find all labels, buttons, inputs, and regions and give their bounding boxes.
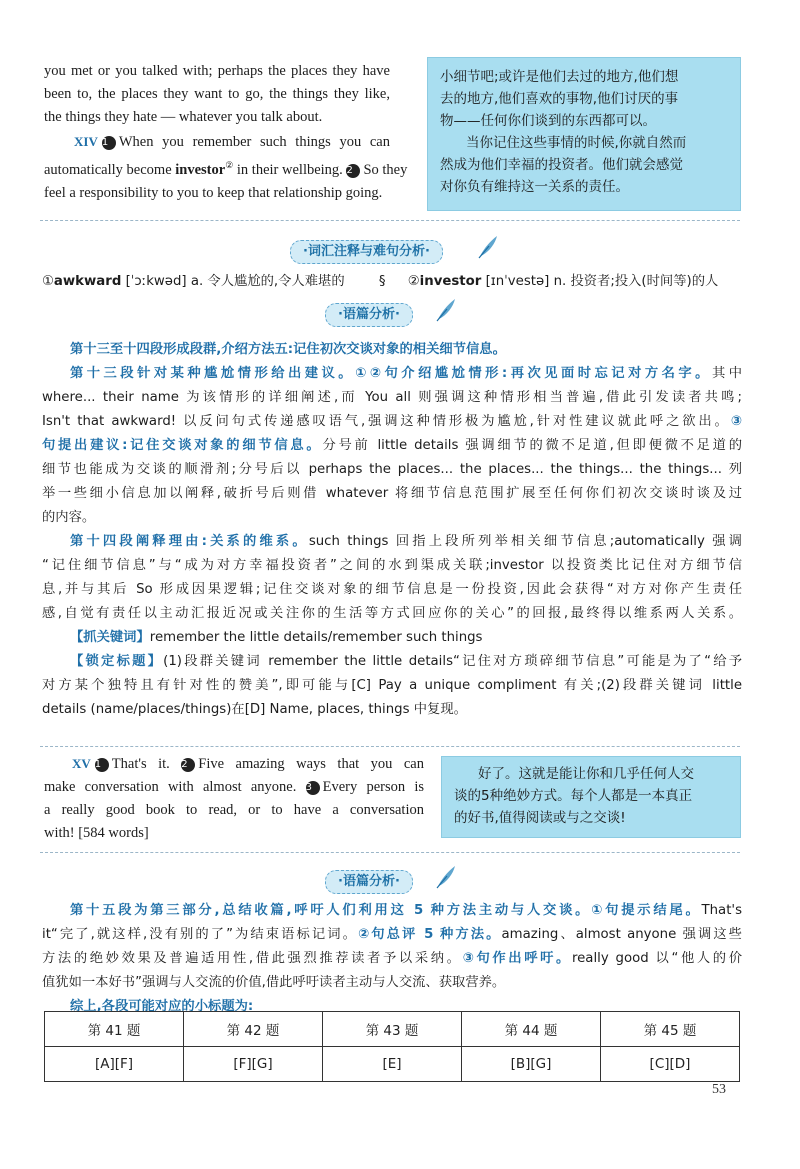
table-header-row <box>45 1012 740 1047</box>
vocab-section-header: ·词汇注释与难句分析· <box>290 240 443 264</box>
analysis-line: 息,并与其后 So 形成因果逻辑;记住交谈对象的细节信息是一份投资,因此会获得“对方对你产生责任 <box>42 582 742 597</box>
passage-line: XV 1 That's it. 2 Five amazing ways that you can <box>44 752 424 776</box>
vocab-word: investor <box>419 274 482 289</box>
section-divider <box>40 852 740 853</box>
analysis-paragraph-13-14 <box>42 338 742 722</box>
title-lock-line: 对方某个独特且有针对性的赞美”,即可能与[C] Pay a unique compliment 有关;(2)段群关键词 little <box>42 678 742 693</box>
sentence-number: 3 <box>306 781 320 795</box>
translation-box-mid <box>441 756 741 838</box>
section-divider <box>40 220 740 221</box>
quill-icon <box>475 234 499 260</box>
translation-line: 小细节吧;或许是他们去过的地方,他们想 <box>440 69 679 85</box>
table-cell: [F][G] <box>184 1047 323 1082</box>
passage-paragraph-13-end <box>44 60 390 129</box>
passage-paragraph-15 <box>44 752 424 845</box>
passage-line: the things they hate — whatever you talk about. <box>44 109 323 125</box>
answer-table <box>44 1011 740 1082</box>
sentence-number: 2 <box>181 758 195 772</box>
vocab-word: awkward <box>53 274 122 289</box>
table-row <box>45 1047 740 1082</box>
table-header-cell: 第 42 题 <box>184 1012 323 1047</box>
analysis-line: 细节也能成为交谈的顺滑剂;分号后以 perhaps the places... the places... the things... the things... 列 <box>42 462 742 477</box>
translation-line: 好了。这就是能让你和几乎任何人交 <box>478 766 694 782</box>
sentence-number: 2 <box>346 164 360 178</box>
analysis-line: 值犹如一本好书”强调与人交流的价值,借此呼吁读者主动与人交流、获取营养。 <box>42 975 506 990</box>
translation-line: 然成为他们幸福的投资者。他们就会感觉 <box>440 157 683 173</box>
analysis-line: 第十五段为第三部分,总结收篇,呼吁人们利用这 5 种方法主动与人交谈。①句提示结尾。That's <box>70 903 742 918</box>
translation-box-top <box>427 57 741 211</box>
keyword-line: 【抓关键词】remember the little details/remember such things <box>70 630 483 645</box>
paragraph-number: XV <box>72 756 91 771</box>
analysis-line: 感,自觉有责任以主动汇报近况或关注你的生活等方式回应你的关心”的回报,最终得以维系两人关系。 <box>42 606 742 621</box>
analysis-line: it“完了,就这样,没有别的了”为结束语标记词。②句总评 5 种方法。amazing、almost anyone 强调这些 <box>42 927 742 942</box>
vocab-notes: ①awkward [ˈɔːkwəd] a. 令人尴尬的,令人难堪的 § ②investor [ɪnˈvestə] n. 投资者;投入(时间等)的人 <box>42 274 719 289</box>
analysis-line: 方法的绝妙效果及普遍适用性,借此强烈推荐读者予以采纳。③句作出呼吁。really good 以“他人的价 <box>42 951 742 966</box>
analysis-line: 第十四段阐释理由:关系的维系。such things 回指上段所列举相关细节信息;automatically 强调 <box>70 534 742 549</box>
title-lock-line: 【锁定标题】(1)段群关键词 remember the little details“记住对方琐碎细节信息”可能是为了“给予 <box>70 654 742 669</box>
translation-line: 当你记住这些事情的时候,你就自然而 <box>466 135 687 151</box>
quill-icon <box>433 864 457 890</box>
passage-line: automatically become investor② in their wellbeing. 2 So they <box>44 160 408 178</box>
analysis-line: 句提出建议:记住交谈对象的细节信息。分号前 little details 强调细节的微不足道,但即便微不足道的 <box>42 438 742 453</box>
section-divider <box>40 746 740 747</box>
vocab-highlight: investor <box>175 161 226 178</box>
passage-line: with! [584 words] <box>44 825 149 841</box>
summary-line: 综上,各段可能对应的小标题为: <box>70 999 254 1014</box>
quill-icon <box>433 297 457 323</box>
translation-line: 的好书,值得阅读或与之交谈! <box>454 810 626 826</box>
table-cell: [B][G] <box>462 1047 601 1082</box>
table-cell: [E] <box>323 1047 462 1082</box>
translation-line: 物——任何你们谈到的东西都可以。 <box>440 113 656 129</box>
sentence-number: 1 <box>95 758 109 772</box>
analysis-line: where... their name 为该情形的详细阐述,而 You all 则强调这种情形相当普遍,借此引发读者共鸣; <box>42 390 742 405</box>
table-header-cell: 第 43 题 <box>323 1012 462 1047</box>
table-cell: [C][D] <box>601 1047 740 1082</box>
analysis-line: 第十三段针对某种尴尬情形给出建议。①②句介绍尴尬情形:再次见面时忘记对方名字。其中 <box>70 366 742 381</box>
translation-line: 去的地方,他们喜欢的事物,他们讨厌的事 <box>440 91 679 107</box>
analysis-section-header: ·语篇分析· <box>325 870 413 894</box>
title-lock-line: details (name/places/things)在[D] Name, places, things 中复现。 <box>42 702 467 717</box>
paragraph-number: XIV <box>74 134 98 149</box>
translation-line: 对你负有维持这一关系的责任。 <box>440 179 629 195</box>
analysis-line: 举一些细小信息加以阐释,破折号后则借 whatever 将细节信息范围扩展至任何你们初次交谈时谈及过 <box>42 486 742 501</box>
analysis-line: 的内容。 <box>42 510 96 525</box>
analysis-line: Isn't that awkward! 以反问句式传递感叹语气,强调这种情形极为尴尬,针对性建议就此呼之欲出。③ <box>42 414 742 429</box>
table-header-cell: 第 45 题 <box>601 1012 740 1047</box>
passage-line: you met or you talked with; perhaps the places they have <box>44 63 390 79</box>
sentence-number: 1 <box>102 136 116 150</box>
passage-line: been to, the places they want to go, the things they like, <box>44 86 390 102</box>
passage-line: XIV 1 When you remember such things you can <box>44 130 390 154</box>
table-header-cell: 第 44 题 <box>462 1012 601 1047</box>
analysis-section-header: ·语篇分析· <box>325 303 413 327</box>
passage-line: make conversation with almost anyone. 3 Every person is <box>44 779 425 795</box>
analysis-paragraph-15 <box>42 899 742 1019</box>
passage-line: feel a responsibility to you to keep that relationship going. <box>44 184 383 201</box>
translation-line: 谈的5种绝妙方式。每个人都是一本真正 <box>454 788 693 804</box>
page-number: 53 <box>712 1082 726 1097</box>
analysis-line: “记住细节信息”与“成为对方幸福投资者”之间的水到渠成关联;investor 以投资类比记住对方细节信 <box>42 558 742 573</box>
table-header-cell: 第 41 题 <box>45 1012 184 1047</box>
passage-line: a really good book to read, or to have a conversation <box>44 802 424 818</box>
table-cell: [A][F] <box>45 1047 184 1082</box>
analysis-line: 第十三至十四段形成段群,介绍方法五:记住初次交谈对象的相关细节信息。 <box>70 342 506 357</box>
passage-paragraph-14 <box>44 130 408 205</box>
